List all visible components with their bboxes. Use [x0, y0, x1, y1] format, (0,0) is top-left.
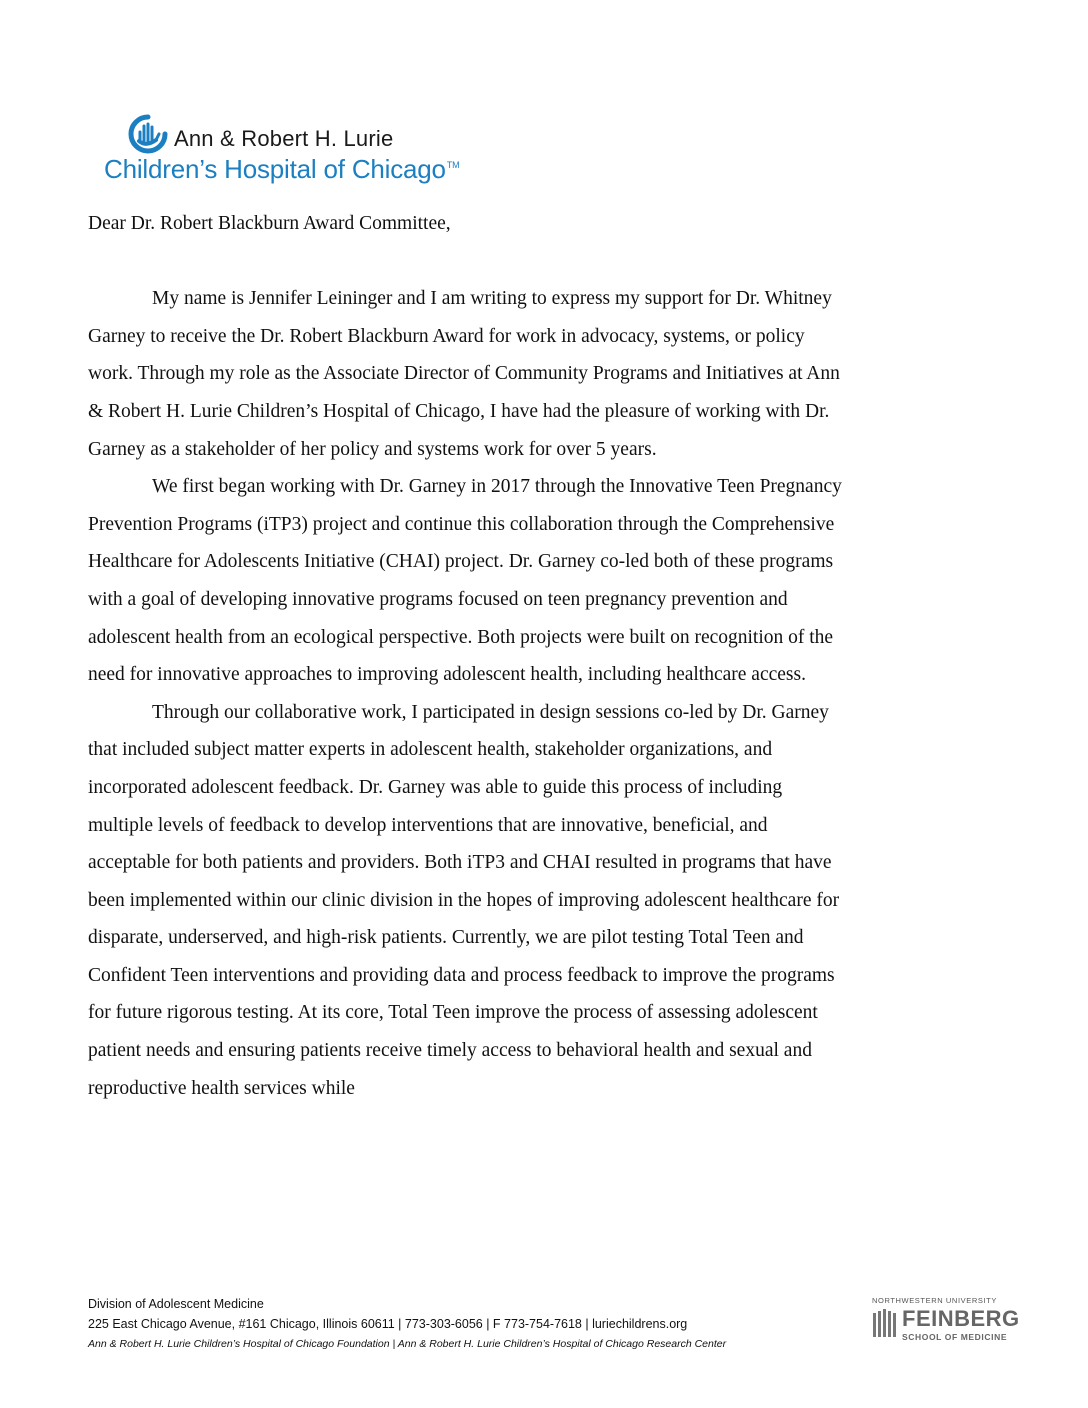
logo-line2: [104, 154, 459, 185]
school-name: SCHOOL OF MEDICINE: [902, 1332, 1008, 1342]
logo-line2-text: Children’s Hospital of Chicago: [104, 154, 446, 184]
address-line: 225 East Chicago Avenue, #161 Chicago, Illinois 60611 | 773-303-6056 | F 773-754-7618 | luriechildrens.org: [88, 1317, 688, 1331]
logo-line1: Ann & Robert H. Lurie: [174, 126, 394, 151]
salutation: Dear Dr. Robert Blackburn Award Committee,: [88, 213, 451, 234]
trademark-mark: TM: [446, 160, 460, 170]
foundation-line: Ann & Robert H. Lurie Children’s Hospital of Chicago Foundation | Ann & Robert H. Lurie Children’s Hospital of Chicago Research Center: [88, 1338, 727, 1350]
paragraph-2: We first began working with Dr. Garney in 2017 through the Innovative Teen Pregnancy Prevention Programs (iTP3) project and continue this collaboration through the Comprehensive Healthcare for Adolescents Initiative (CHAI) project. Dr. Garney co-led both of these programs with a goal of developing innovative programs focused on teen pregnancy prevention and adolescent health from an ecological perspective. Both projects were built on recognition of the need for innovative approaches to improving adolescent health, including healthcare access.: [88, 476, 842, 686]
letterhead-footer: [88, 1294, 848, 1354]
university-name: NORTHWESTERN UNIVERSITY: [872, 1296, 997, 1305]
division-name: Division of Adolescent Medicine: [88, 1297, 264, 1311]
feinberg-logo: [872, 1296, 1020, 1346]
letter-body: [88, 205, 848, 1107]
hospital-logo: [104, 114, 484, 194]
paragraph-3: Through our collaborative work, I participated in design sessions co-led by Dr. Garney that included subject matter experts in adolescent health, stakeholder organizations, and incorporated adolescent feedback. Dr. Garney was able to guide this process of including multiple levels of feedback to develop interventions that are innovative, beneficial, and acceptable for both patients and providers. Both iTP3 and CHAI resulted in programs that have been implemented within our clinic division in the hopes of improving adolescent healthcare for disparate, underserved, and high-risk patients. Currently, we are pilot testing Total Teen and Confident Teen interventions and providing data and process feedback to improve the programs for future rigorous testing. At its core, Total Teen improve the process of assessing adolescent patient needs and ensuring patients receive timely access to behavioral health and sexual and reproductive health services while: [88, 701, 840, 1099]
paragraph-1: My name is Jennifer Leininger and I am writing to express my support for Dr. Whitney Garney to receive the Dr. Robert Blackburn Award for work in advocacy, systems, or policy work. Through my role as the Associate Director of Community Programs and Initiatives at Ann & Robert H. Lurie Children’s Hospital of Chicago, I have had the pleasure of working with Dr. Garney as a stakeholder of her policy and systems work for over 5 years.: [88, 288, 840, 460]
feinberg-name: FEINBERG: [902, 1306, 1020, 1331]
hand-icon: [128, 114, 168, 154]
columns-icon: [872, 1309, 898, 1339]
